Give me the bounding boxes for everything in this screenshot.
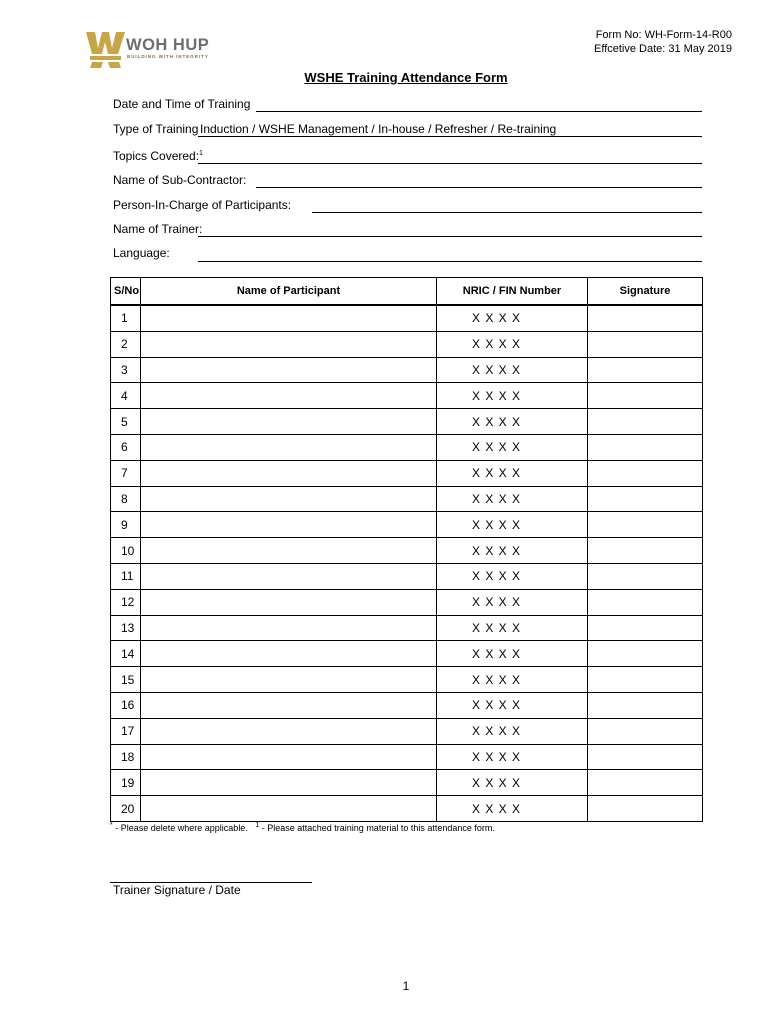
table-row [111, 615, 703, 641]
row-number: 9 [111, 512, 141, 538]
row-number: 3 [111, 357, 141, 383]
row-number: 10 [111, 538, 141, 564]
signature-cell[interactable] [588, 486, 703, 512]
topics-footnote-mark: 1 [199, 150, 203, 157]
row-number: 14 [111, 641, 141, 667]
table-header-row [111, 278, 703, 306]
signature-cell[interactable] [588, 744, 703, 770]
header-name: Name of Participant [141, 278, 437, 306]
date-time-label: Date and Time of Training [113, 97, 251, 111]
table-row [111, 744, 703, 770]
participant-name-cell[interactable] [141, 718, 437, 744]
signature-cell[interactable] [588, 796, 703, 822]
row-number: 17 [111, 718, 141, 744]
row-number: 12 [111, 589, 141, 615]
nric-cell[interactable]: X X X X [437, 589, 588, 615]
participant-name-cell[interactable] [141, 615, 437, 641]
row-number: 6 [111, 434, 141, 460]
table-row [111, 460, 703, 486]
logo-tagline: BUILDING WITH INTEGRITY [127, 54, 209, 59]
footnote-mark-2: 1 [255, 822, 260, 829]
signature-cell[interactable] [588, 770, 703, 796]
form-title: WSHE Training Attendance Form [304, 70, 508, 85]
participant-name-cell[interactable] [141, 667, 437, 693]
type-line[interactable] [198, 136, 702, 137]
table-row [111, 589, 703, 615]
pic-line[interactable] [312, 212, 702, 213]
attendance-table [110, 277, 703, 822]
topics-text: Topics Covered: [113, 149, 200, 163]
table-row [111, 563, 703, 589]
signature-cell[interactable] [588, 383, 703, 409]
participant-name-cell[interactable] [141, 409, 437, 435]
signature-cell[interactable] [588, 667, 703, 693]
footnote [110, 822, 495, 833]
table-row [111, 486, 703, 512]
participant-name-cell[interactable] [141, 563, 437, 589]
date-time-line[interactable] [256, 111, 702, 112]
participant-name-cell[interactable] [141, 744, 437, 770]
footnote-text-1: - Please delete where applicable. [112, 823, 248, 833]
participant-name-cell[interactable] [141, 357, 437, 383]
nric-cell[interactable]: X X X X [437, 305, 588, 331]
nric-cell[interactable]: X X X X [437, 615, 588, 641]
nric-cell[interactable]: X X X X [437, 641, 588, 667]
participant-name-cell[interactable] [141, 589, 437, 615]
nric-cell[interactable]: X X X X [437, 409, 588, 435]
table-row [111, 409, 703, 435]
nric-cell[interactable]: X X X X [437, 796, 588, 822]
row-number: 8 [111, 486, 141, 512]
signature-cell[interactable] [588, 641, 703, 667]
header-nric: NRIC / FIN Number [437, 278, 588, 306]
topics-label [113, 149, 203, 163]
table-row [111, 770, 703, 796]
footnote-text-2: - Please attached training material to this attendance form. [259, 823, 495, 833]
form-meta [594, 28, 732, 56]
effective-date: Effcetive Date: 31 May 2019 [594, 43, 732, 55]
row-number: 4 [111, 383, 141, 409]
type-label: Type of Training [113, 122, 199, 136]
signature-cell[interactable] [588, 512, 703, 538]
topics-line[interactable] [198, 163, 702, 164]
table-row [111, 718, 703, 744]
nric-cell[interactable]: X X X X [437, 434, 588, 460]
subcontractor-line[interactable] [256, 187, 702, 188]
nric-cell[interactable]: X X X X [437, 331, 588, 357]
type-options: Induction / WSHE Management / In-house / Refresher / Re-training [200, 122, 557, 136]
participant-name-cell[interactable] [141, 383, 437, 409]
row-number: 20 [111, 796, 141, 822]
nric-cell[interactable]: X X X X [437, 460, 588, 486]
signature-cell[interactable] [588, 409, 703, 435]
participant-name-cell[interactable] [141, 796, 437, 822]
nric-cell[interactable]: X X X X [437, 486, 588, 512]
table-row [111, 512, 703, 538]
trainer-signature-label: Trainer Signature / Date [113, 883, 241, 897]
signature-cell[interactable] [588, 563, 703, 589]
signature-cell[interactable] [588, 434, 703, 460]
signature-cell[interactable] [588, 331, 703, 357]
signature-cell[interactable] [588, 357, 703, 383]
participant-name-cell[interactable] [141, 331, 437, 357]
nric-cell[interactable]: X X X X [437, 563, 588, 589]
pic-label: Person-In-Charge of Participants: [113, 198, 292, 212]
table-row [111, 434, 703, 460]
table-row [111, 692, 703, 718]
signature-cell[interactable] [588, 615, 703, 641]
row-number: 18 [111, 744, 141, 770]
header-signature: Signature [588, 278, 703, 306]
nric-cell[interactable]: X X X X [437, 383, 588, 409]
table-row [111, 331, 703, 357]
nric-cell[interactable]: X X X X [437, 744, 588, 770]
nric-cell[interactable]: X X X X [437, 538, 588, 564]
participant-name-cell[interactable] [141, 538, 437, 564]
nric-cell[interactable]: X X X X [437, 667, 588, 693]
signature-cell[interactable] [588, 460, 703, 486]
footnote-mark-1: * [110, 822, 113, 829]
row-number: 5 [111, 409, 141, 435]
row-number: 7 [111, 460, 141, 486]
signature-cell[interactable] [588, 718, 703, 744]
table-row [111, 538, 703, 564]
row-number: 2 [111, 331, 141, 357]
language-label: Language: [113, 246, 170, 260]
form-number: Form No: WH-Form-14-R00 [595, 29, 732, 41]
trainer-line[interactable] [198, 236, 702, 237]
participant-name-cell[interactable] [141, 460, 437, 486]
subcontractor-label: Name of Sub-Contractor: [113, 173, 247, 187]
table-row [111, 641, 703, 667]
participant-name-cell[interactable] [141, 512, 437, 538]
nric-cell[interactable]: X X X X [437, 357, 588, 383]
participant-name-cell[interactable] [141, 692, 437, 718]
nric-cell[interactable]: X X X X [437, 770, 588, 796]
participant-name-cell[interactable] [141, 486, 437, 512]
participant-name-cell[interactable] [141, 641, 437, 667]
nric-cell[interactable]: X X X X [437, 512, 588, 538]
page-number: 1 [402, 979, 410, 993]
signature-cell[interactable] [588, 692, 703, 718]
participant-name-cell[interactable] [141, 305, 437, 331]
attendance-rows [111, 305, 703, 821]
row-number: 13 [111, 615, 141, 641]
table-row [111, 357, 703, 383]
trainer-label: Name of Trainer: [113, 222, 203, 236]
row-number: 1 [111, 305, 141, 331]
nric-cell[interactable]: X X X X [437, 692, 588, 718]
header-sno: S/No [111, 278, 141, 306]
table-row [111, 383, 703, 409]
signature-cell[interactable] [588, 589, 703, 615]
row-number: 19 [111, 770, 141, 796]
participant-name-cell[interactable] [141, 770, 437, 796]
signature-cell[interactable] [588, 538, 703, 564]
table-row [111, 305, 703, 331]
table-row [111, 796, 703, 822]
row-number: 15 [111, 667, 141, 693]
row-number: 16 [111, 692, 141, 718]
nric-cell[interactable]: X X X X [437, 718, 588, 744]
language-line[interactable] [198, 261, 702, 262]
row-number: 11 [111, 563, 141, 589]
signature-cell[interactable] [588, 305, 703, 331]
table-row [111, 667, 703, 693]
participant-name-cell[interactable] [141, 434, 437, 460]
logo-wordmark: WOH HUP [126, 36, 210, 54]
